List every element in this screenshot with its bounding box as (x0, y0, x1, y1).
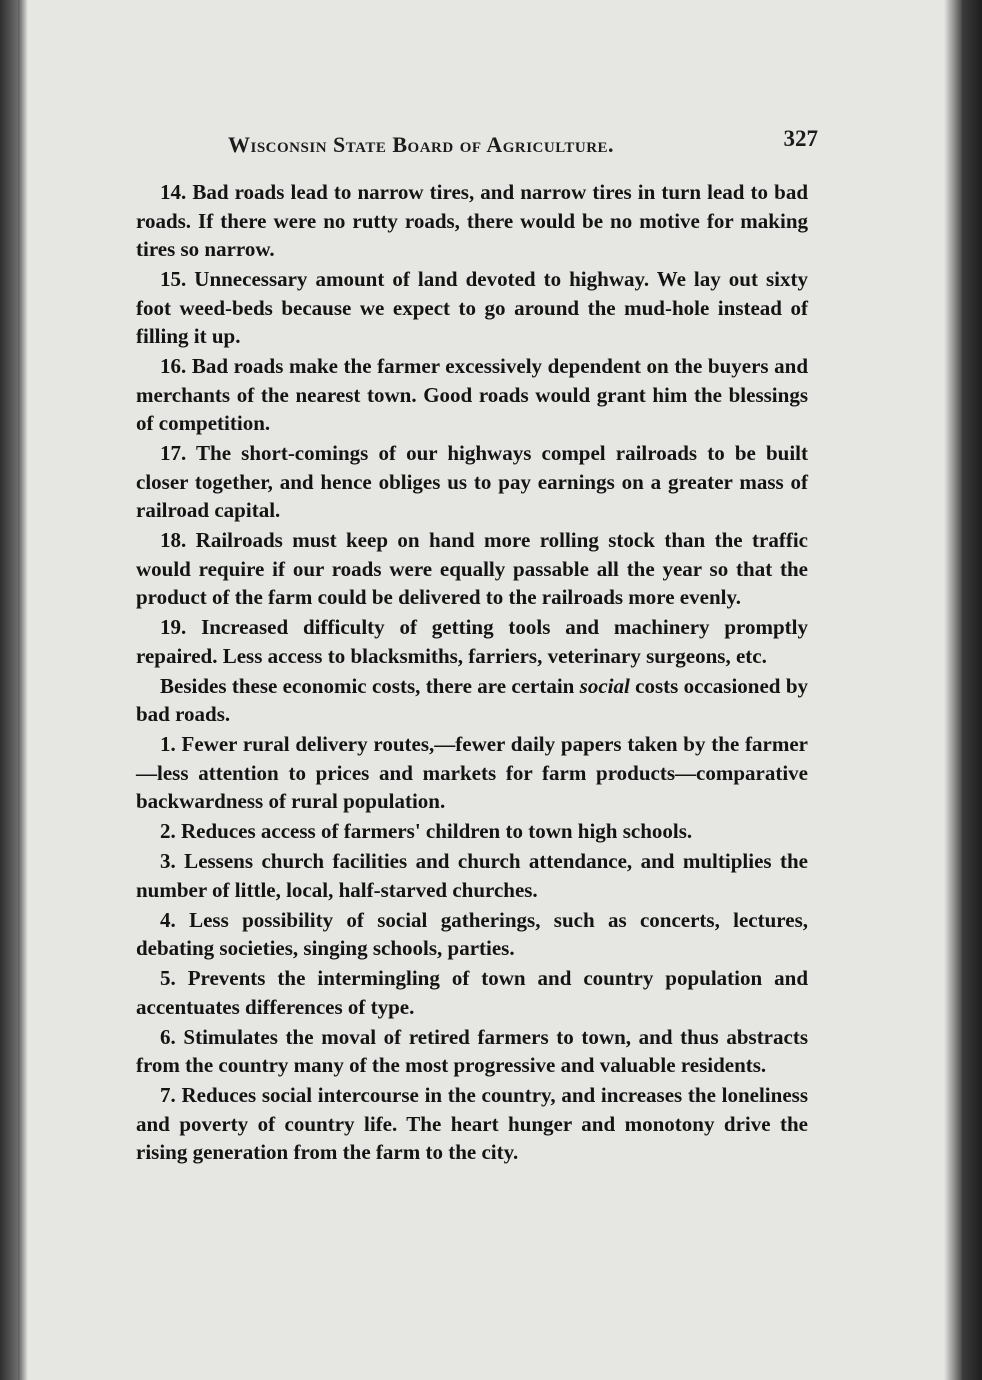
running-title: Wisconsin State Board of Agriculture. (228, 132, 615, 157)
paragraph-item-16: 16. Bad roads make the farmer excessively dependent on the buyers and merchants of the nearest town. Good roads would grant him the blessings of competition. (136, 354, 808, 435)
body-text (136, 178, 808, 1168)
social-item-5: 5. Prevents the intermingling of town and country population and accentuates differences of type. (136, 966, 808, 1019)
page-number: 327 (783, 126, 818, 151)
right-page-edge (962, 0, 982, 1380)
social-item-3: 3. Lessens church facilities and church attendance, and multiplies the number of little, local, half-starved churches. (136, 849, 808, 902)
paragraph-item-19: 19. Increased difficulty of getting tools and machinery promptly repaired. Less access to blacksmiths, farriers, veterinary surgeons, etc. (136, 615, 808, 668)
book-page (18, 0, 962, 1380)
paragraph-item-18: 18. Railroads must keep on hand more rolling stock than the traffic would require if our roads were equally passable all the year so that the product of the farm could be delivered to the railroads more evenly. (136, 528, 808, 609)
paragraph-item-17: 17. The short-comings of our highways compel railroads to be built closer together, and hence obliges us to pay earnings on a greater mass of railroad capital. (136, 441, 808, 522)
social-item-4: 4. Less possibility of social gatherings, such as concerts, lectures, debating societies, singing schools, parties. (136, 907, 808, 960)
paragraph-item-14: 14. Bad roads lead to narrow tires, and narrow tires in turn lead to bad roads. If there were no rutty roads, there would be no motive for making tires so narrow. (136, 180, 808, 261)
intro-emphasis: social (579, 673, 630, 698)
page-header (228, 120, 818, 160)
social-item-6: 6. Stimulates the moval of retired farmers to town, and thus abstracts from the country many of the most progressive and valuable residents. (136, 1024, 808, 1077)
left-page-edge (0, 0, 18, 1380)
intro-after: costs occasioned by bad roads. (136, 673, 808, 726)
paragraph-item-15: 15. Unnecessary amount of land devoted to highway. We lay out sixty foot weed-beds because we expect to go around the mud-hole instead of filling it up. (136, 267, 808, 348)
social-item-1: 1. Fewer rural delivery routes,—fewer daily papers taken by the farmer—less attention to prices and markets for farm products—comparative backwardness of rural population. (136, 732, 808, 813)
social-item-2: 2. Reduces access of farmers' children to town high schools. (160, 819, 693, 843)
social-item-7: 7. Reduces social intercourse in the country, and increases the loneliness and poverty of country life. The heart hunger and monotony drive the rising generation from the farm to the city. (136, 1083, 808, 1164)
social-costs-intro (136, 672, 808, 729)
intro-before: Besides these economic costs, there are certain (160, 673, 580, 698)
